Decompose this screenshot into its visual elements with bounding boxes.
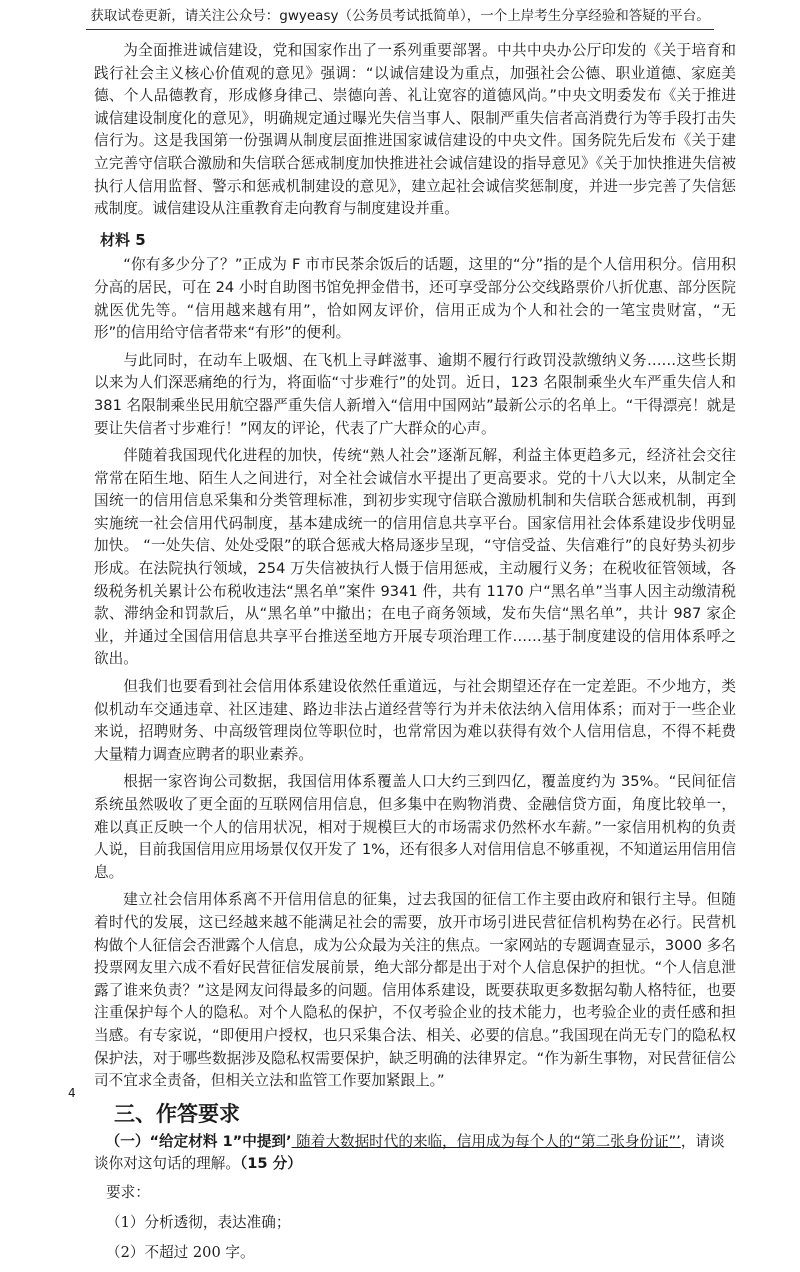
- document-body: [94, 40, 736, 1272]
- question-head: （一）“给定材料 1”中提到’: [105, 1132, 292, 1150]
- material-paragraph-5: 根据一家咨询公司数据，我国信用体系覆盖人口大约三到四亿，覆盖度约为 35%。“民间征信系统虽然吸收了更全面的互联网信用信息，但多集中在购物消费、金融信贷方面，角度比较单一，难以真正反映一个人的信用状况，相对于规模巨大的市场需求仍然杯水车薪。”一家信用机构的负责人说，目前我国信用应用场景仅仅开发了 1%，还有很多人对信用信息不够重视，不知道运用信用信息。: [94, 773, 736, 881]
- header-text: 获取试卷更新，请关注公众号：gwyeasy（公务员考试抵简单），一个上岸考生分享经验和答疑的平台。: [90, 8, 710, 24]
- page-header: [86, 6, 714, 30]
- material-paragraph-3: 伴随着我国现代化进程的加快，传统“熟人社会”逐渐瓦解，利益主体更趋多元，经济社会交往常常在陌生地、陌生人之间进行，对全社会诚信水平提出了更高要求。党的十八大以来，从制定全国统一的信用信息采集和分类管理标准，到初步实现守信联合激励机制和失信联合惩戒机制，再到实施统一社会信用代码制度，基本建成统一的信用信息共享平台。国家信用社会体系建设步伐明显加快。 “一处失信、处处受限”的联合惩戒大格局逐步呈现，“守信受益、失信难行”的良好势头初步形成。在法院执行领域，254 万失信被执行人慑于信用惩戒，主动履行义务；在税收征管领域，各级税务机关累计公布税收违法“黑名单”案件 9341 件，共有 1170 户“黑名单”当事人因主动缴清税款、滞纳金和罚款后，从“黑名单”中撤出；在电子商务领域，发布失信“黑名单”，共计 987 家企业，并通过全国信用信息共享平台推送至地方开展专项治理工作……基于制度建设的信用体系呼之欲出。: [94, 447, 736, 668]
- question-quote: 随着大数据时代的来临，信用成为每个人的“第二张身份证”’: [291, 1132, 681, 1150]
- question-score: （15 分）: [239, 1155, 302, 1173]
- requirements-label: 要求：: [106, 1183, 150, 1201]
- question-tail: ，请谈谈你对这句话的理解。: [94, 1132, 725, 1173]
- paragraph-top: 为全面推进诚信建设，党和国家作出了一系列重要部署。中共中央办公厅印发的《关于培育和践行社会主义核心价值观的意见》强调：“以诚信建设为重点，加强社会公德、职业道德、家庭美德、个人品德教育，形成修身律己、崇德向善、礼让宽容的道德风尚。”中央文明委发布《关于推进诚信建设制度化的意见》，明确规定通过曝光失信当事人、限制严重失信者高消费行为等手段打击失信行为。这是我国第一份强调从制度层面推进国家诚信建设的中央文件。国务院先后发布《关于建立完善守信联合激励和失信联合惩戒制度加快推进社会诚信建设的指导意见》《关于加快推进失信被执行人信用监督、警示和惩戒机制建设的意见》，建立起社会诚信奖惩制度，并进一步完善了失信惩戒制度。诚信建设从注重教育走向教育与制度建设并重。: [94, 42, 736, 218]
- material-paragraph-1: “你有多少分了？”正成为 F 市市民茶余饭后的话题，这里的“分”指的是个人信用积分。信用积分高的居民，可在 24 小时自助图书馆免押金借书，还可享受部分公交线路票价八折优惠、部分医院就医优先等。“信用越来越有用”，恰如网友评价，信用正成为个人和社会的一笔宝贵财富，“无形”的信用给守信者带来“有形”的便利。: [94, 256, 736, 342]
- requirement-item-1: （1）分析透彻，表达准确；: [106, 1213, 291, 1231]
- material-paragraph-4: 但我们也要看到社会信用体系建设依然任重道远，与社会期望还存在一定差距。不少地方，类似机动车交通违章、社区违建、路边非法占道经营等行为并未依法纳入信用体系；而对于一些企业来说，招聘财务、中高级管理岗位等职位时，也常常因为难以获得有效个人信用信息，不得不耗费大量精力调查应聘者的职业素养。: [94, 678, 736, 763]
- material-paragraph-6: 建立社会信用体系离不开信用信息的征集，过去我国的征信工作主要由政府和银行主导。但随着时代的发展，这已经越来越不能满足社会的需要，放开市场引进民营征信机构势在必行。民营机构做个人征信会否泄露个人信息，成为公众最为关注的焦点。一家网站的专题调查显示，3000 多名投票网友里六成不看好民营征信发展前景，绝大部分都是出于对个人信息保护的担忧。“个人信息泄露了谁来负责？”这是网友问得最多的问题。信用体系建设，既要获取更多数据勾勒人格特征，也要注重保护每个人的隐私。对个人隐私的保护，不仅考验企业的技术能力，也考验企业的责任感和担当感。有专家说，“即便用户授权，也只采集合法、相关、必要的信息。”我国现在尚无专门的隐私权保护法，对于哪些数据涉及隐私权需要保护，缺乏明确的法律界定。“作为新生事物，对民营征信公司不宜求全责备，但相关立法和监管工作要加紧跟上。”: [94, 891, 736, 1090]
- section-title: 三、作答要求: [114, 1100, 240, 1126]
- material-paragraph-2: 与此同时，在动车上吸烟、在飞机上寻衅滋事、逾期不履行行政罚没款缴纳义务……这些长期以来为人们深恶痛绝的行为，将面临“寸步难行”的处罚。近日，123 名限制乘坐火车严重失信人和 381 名限制乘坐民用航空器严重失信人新增入“信用中国网站”最新公示的名单上。“干得漂亮！就是要让失信者寸步难行！”网友的评论，代表了广大群众的心声。: [94, 351, 736, 437]
- question-1: [94, 1131, 736, 1176]
- requirement-item-2: （2）不超过 200 字。: [106, 1243, 255, 1261]
- material-title: 材料 5: [100, 230, 146, 249]
- page-number: 4: [68, 1086, 76, 1100]
